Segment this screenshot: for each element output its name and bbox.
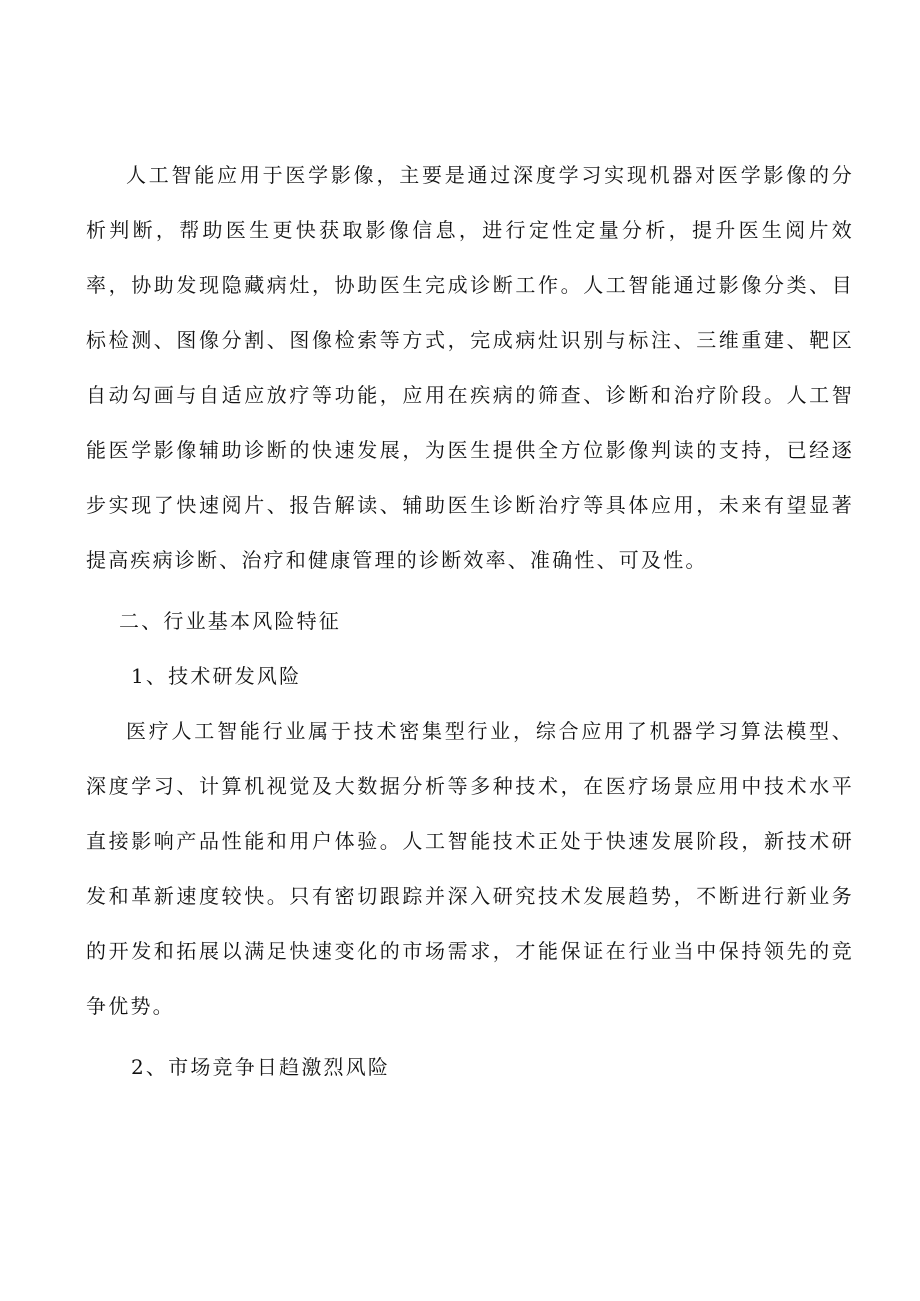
section-heading: 二、行业基本风险特征 xyxy=(119,609,341,633)
body-paragraph: 人工智能应用于医学影像，主要是通过深度学习实现机器对医学影像的分析判断，帮助医生更快获取影像信息，进行定性定量分析，提升医生阅片效率，协助发现隐藏病灶，协助医生完成诊断工作。人工智能通过影像分类、目标检测、图像分割、图像检索等方式，完成病灶识别与标注、三维重建、靶区自动勾画与自适应放疗等功能，应用在疾病的筛查、诊断和治疗阶段。人工智能医学影像辅助诊断的快速发展，为医生提供全方位影像判读的支持，已经逐步实现了快速阅片、报告解读、辅助医生诊断治疗等具体应用，未来有望显著提高疾病诊断、治疗和健康管理的诊断效率、准确性、可及性。 xyxy=(86,163,854,572)
body-paragraph: 医疗人工智能行业属于技术密集型行业，综合应用了机器学习算法模型、深度学习、计算机视觉及大数据分析等多种技术，在医疗场景应用中技术水平直接影响产品性能和用户体验。人工智能技术正处于快速发展阶段，新技术研发和革新速度较快。只有密切跟踪并深入研究技术发展趋势，不断进行新业务的开发和拓展以满足快速变化的市场需求，才能保证在行业当中保持领先的竞争优势。 xyxy=(86,719,854,1018)
subsection-heading: 1、技术研发风险 xyxy=(131,664,302,688)
subsection-heading: 2、市场竞争日趋激烈风险 xyxy=(131,1055,391,1079)
document-page xyxy=(86,148,854,1095)
